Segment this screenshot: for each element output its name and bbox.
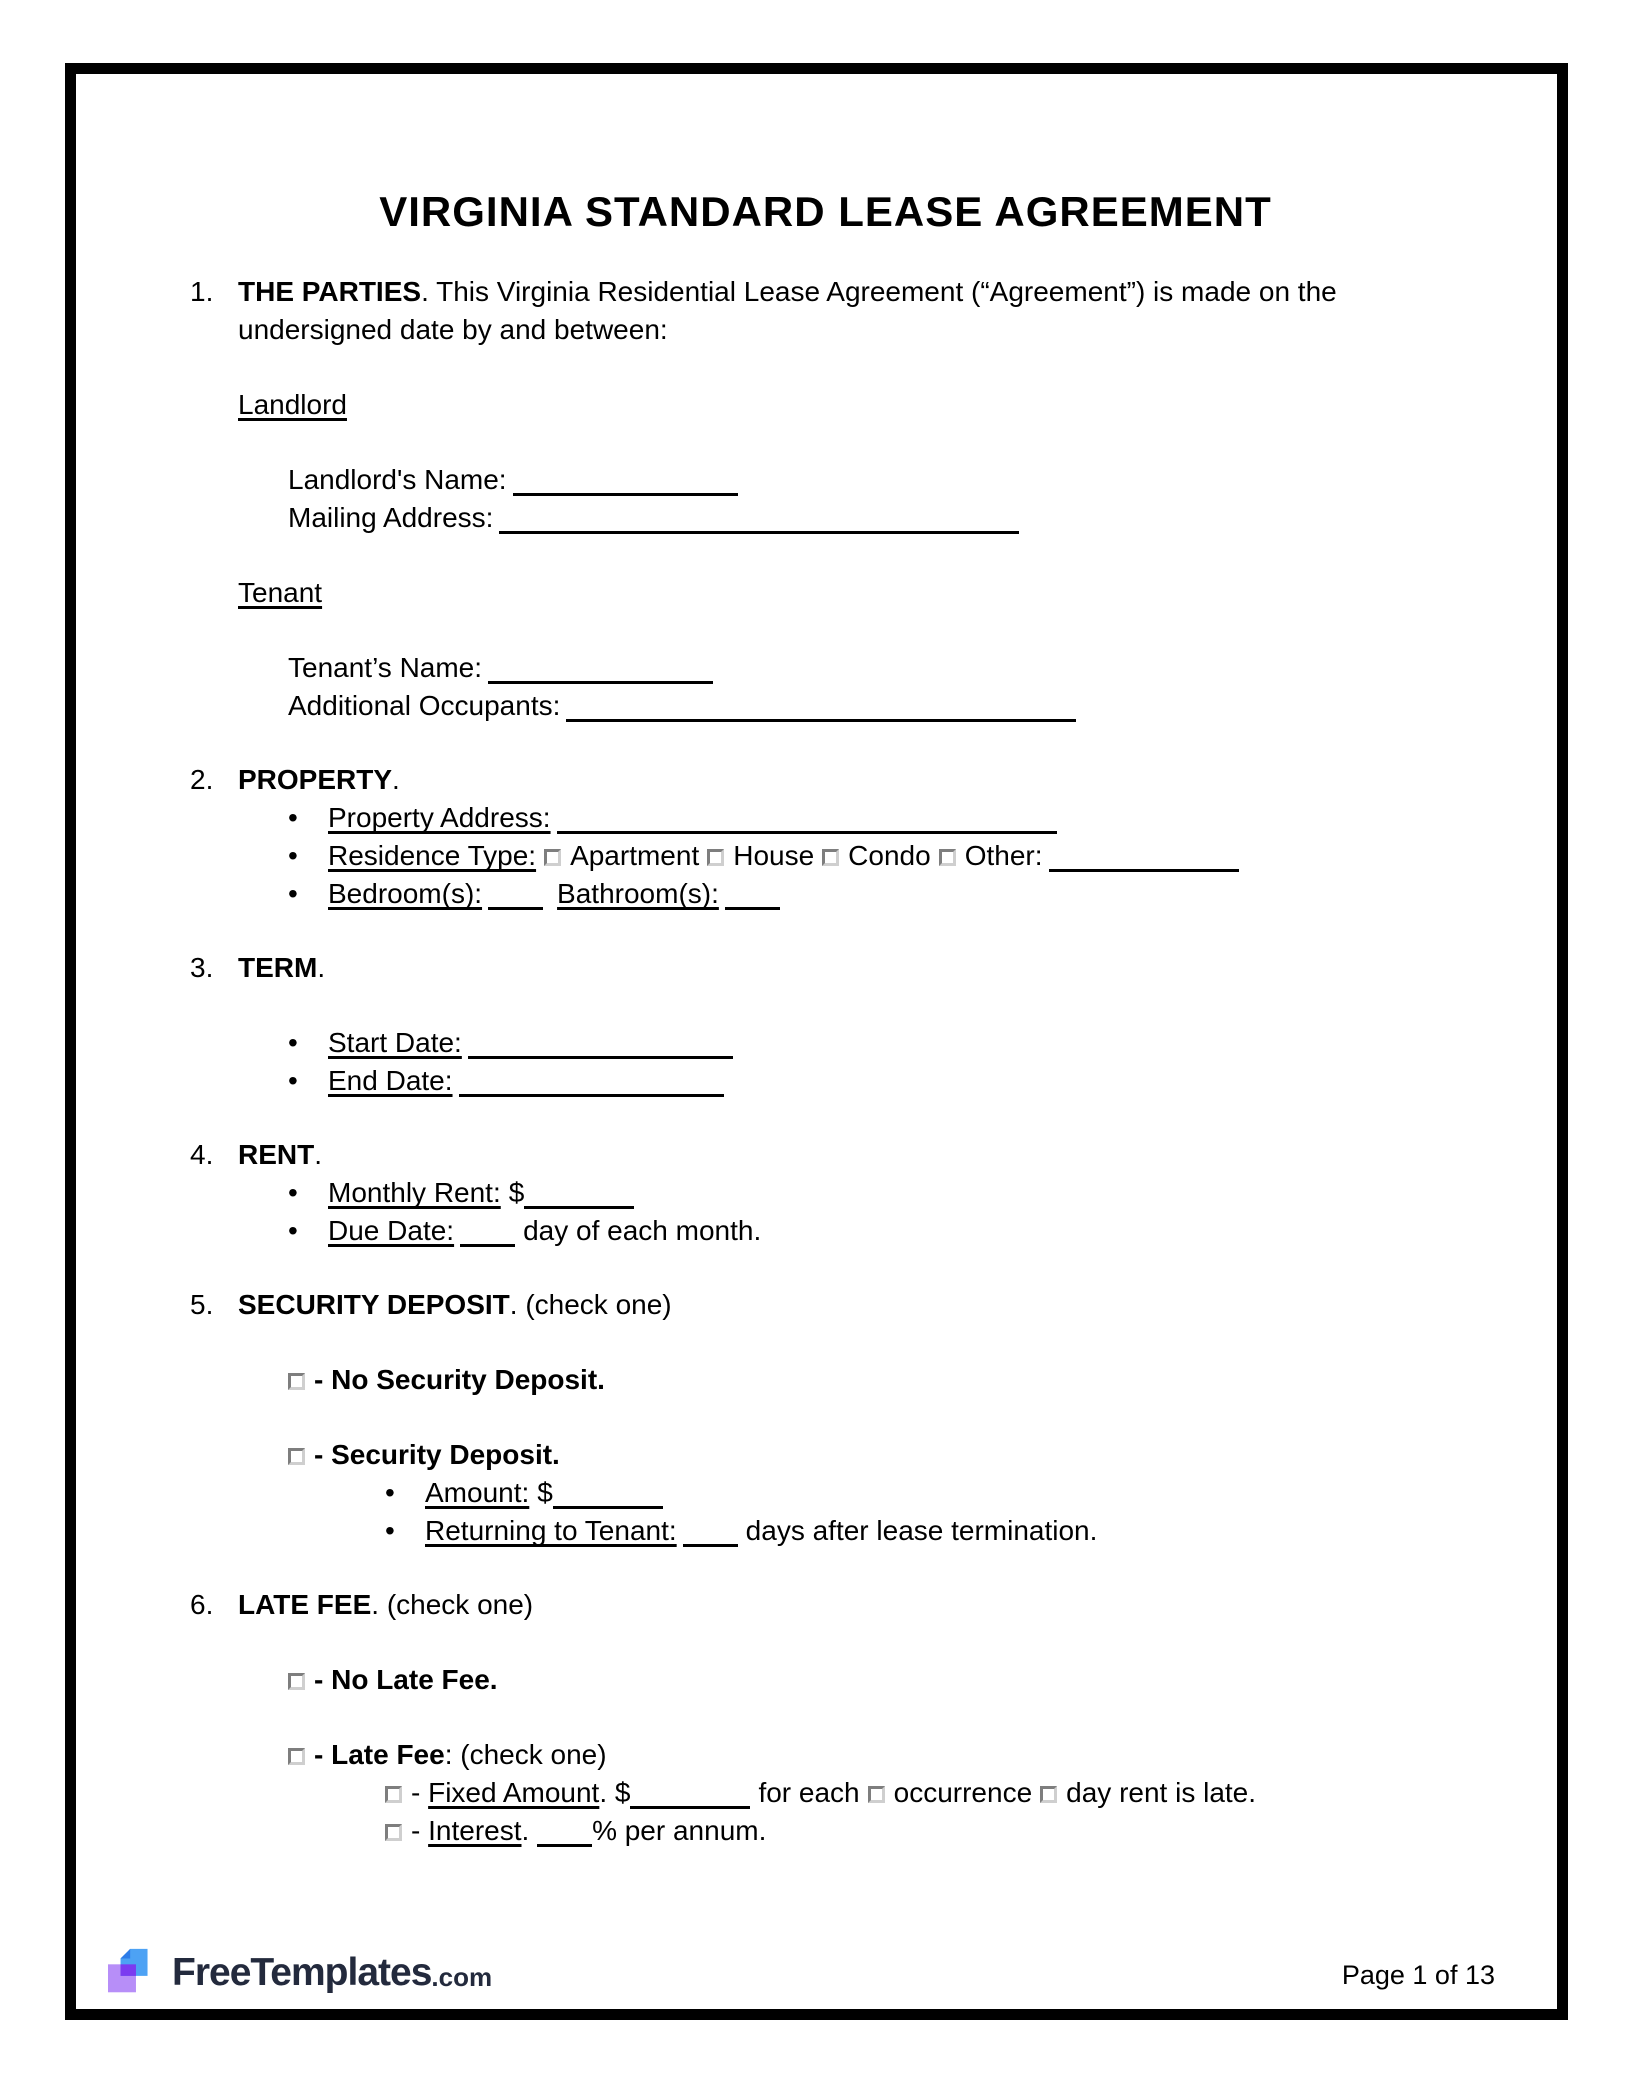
condo-option-label: Condo [848,840,931,871]
section-number: 1. [190,276,214,307]
bullet-marker: • [288,1027,298,1058]
landlord-heading-label: Landlord [238,389,347,420]
property-address-blank[interactable] [557,830,1057,834]
no-security-deposit-checkbox[interactable] [288,1373,305,1390]
section-body-text: . [317,952,326,983]
security-deposit-label: - Security Deposit. [314,1439,560,1470]
tenant-heading-label: Tenant [238,577,323,608]
section-number: 4. [190,1139,214,1170]
fixed-amount-blank[interactable] [630,1805,750,1809]
landlord-heading [238,386,1461,424]
interest-prefix: - [411,1815,429,1846]
section-heading: SECURITY DEPOSIT [238,1289,510,1320]
section-term [190,949,1461,987]
end-date-row [288,1062,1461,1100]
bullet-marker: • [385,1515,395,1546]
end-date-blank[interactable] [459,1093,724,1097]
landlord-name-blank[interactable] [513,492,738,496]
other-checkbox[interactable] [939,849,956,866]
late-fee-checkbox[interactable] [288,1748,305,1765]
fixed-for-each-text: for each [758,1777,860,1808]
section-rent [190,1136,1461,1174]
house-option-label: House [733,840,815,871]
due-date-suffix: day of each month. [523,1215,762,1246]
section-heading: TERM [238,952,318,983]
dollar-sign: $ [508,1177,525,1208]
bathrooms-blank[interactable] [725,906,780,910]
section-body-text: . [392,764,400,795]
fixed-amount-mid: . $ [599,1777,631,1808]
section-parties-text [238,273,1461,349]
tenant-heading [238,574,1461,612]
condo-checkbox[interactable] [822,849,839,866]
late-fee-fixed-row [385,1774,1461,1812]
additional-occupants-blank[interactable] [566,718,1076,722]
late-fee-interest-row [385,1812,1461,1850]
footer-brand [108,1946,492,2000]
apartment-option-label: Apartment [570,840,700,871]
due-date-blank[interactable] [460,1243,515,1247]
interest-mid: . [521,1815,538,1846]
page-border [65,63,1568,2020]
fixed-amount-checkbox[interactable] [385,1786,402,1803]
deposit-return-suffix: days after lease termination. [745,1515,1098,1546]
deposit-return-days-blank[interactable] [683,1543,738,1547]
bullet-marker: • [288,840,298,871]
dollar-sign: $ [537,1477,553,1508]
bedrooms-blank[interactable] [488,906,543,910]
page-content [76,74,1557,2009]
bedrooms-label: Bedroom(s): [328,878,483,909]
no-security-deposit-label: - No Security Deposit. [314,1364,605,1395]
section-property [190,761,1461,799]
end-date-label: End Date: [328,1065,453,1096]
section-number: 5. [190,1289,214,1320]
no-late-fee-label: - No Late Fee. [314,1664,498,1695]
document-title: VIRGINIA STANDARD LEASE AGREEMENT [379,188,1272,235]
section-body-text: . This Virginia Residential Lease Agreement (“Agreement”) is made on the undersigned date by and between: [238,276,1337,345]
deposit-return-row [385,1512,1461,1550]
page-footer [108,1945,1495,2001]
security-deposit-option [288,1436,1461,1474]
deposit-amount-label: Amount: [425,1477,530,1508]
bullet-marker: • [385,1477,395,1508]
start-date-row [288,1024,1461,1062]
section-number: 6. [190,1589,214,1620]
additional-occupants-row [288,687,1461,725]
due-date-label: Due Date: [328,1215,455,1246]
fixed-amount-prefix: - [411,1777,429,1808]
occurrence-label: occurrence [893,1777,1033,1808]
footer-brand-suffix: .com [431,1961,493,1992]
late-fee-check-one: : (check one) [444,1739,607,1770]
start-date-blank[interactable] [468,1055,733,1059]
fixed-amount-label: Fixed Amount [428,1777,600,1808]
section-parties [190,273,1461,349]
section-heading: LATE FEE [238,1589,372,1620]
deposit-amount-blank[interactable] [553,1505,663,1509]
due-date-row [288,1212,1461,1250]
mailing-address-label: Mailing Address: [288,502,494,533]
occurrence-checkbox[interactable] [868,1786,885,1803]
page-number-label: Page 1 of 13 [1341,1959,1495,1990]
tenant-name-blank[interactable] [488,680,713,684]
bullet-marker: • [288,1065,298,1096]
deposit-return-label: Returning to Tenant: [425,1515,677,1546]
section-number: 2. [190,764,214,795]
interest-blank[interactable] [537,1843,592,1847]
interest-suffix: % per annum. [592,1815,767,1846]
late-fee-label: - Late Fee [314,1739,445,1770]
monthly-rent-row [288,1174,1461,1212]
bedrooms-bathrooms-row [288,875,1461,913]
interest-checkbox[interactable] [385,1824,402,1841]
other-residence-blank[interactable] [1049,868,1239,872]
landlord-name-row [288,461,1461,499]
interest-label: Interest [428,1815,522,1846]
section-body-text: . [314,1139,323,1170]
section-body-text: . (check one) [509,1289,672,1320]
security-deposit-checkbox[interactable] [288,1448,305,1465]
bullet-marker: • [288,1215,298,1246]
day-rent-late-label: day rent is late. [1066,1777,1257,1808]
residence-type-row [288,837,1461,875]
additional-occupants-label: Additional Occupants: [288,690,561,721]
section-late-fee [190,1586,1461,1624]
house-checkbox[interactable] [707,849,724,866]
tenant-name-label: Tenant’s Name: [288,652,483,683]
mailing-address-blank[interactable] [499,530,1019,534]
bullet-marker: • [288,1177,298,1208]
bullet-marker: • [288,878,298,909]
section-heading: RENT [238,1139,315,1170]
residence-type-label: Residence Type: [328,840,537,871]
bullet-marker: • [288,802,298,833]
day-checkbox[interactable] [1040,1786,1057,1803]
mailing-address-row [288,499,1461,537]
section-number: 3. [190,952,214,983]
start-date-label: Start Date: [328,1027,462,1058]
tenant-name-row [288,649,1461,687]
other-option-label: Other: [964,840,1043,871]
landlord-name-label: Landlord's Name: [288,464,507,495]
section-heading: PROPERTY [238,764,393,795]
bathrooms-label: Bathroom(s): [557,878,719,909]
late-fee-option [288,1736,1461,1774]
no-security-deposit-option [288,1361,1461,1399]
property-address-label: Property Address: [328,802,551,833]
footer-brand-name: FreeTemplates [172,1951,432,1994]
section-heading: THE PARTIES [238,276,422,307]
monthly-rent-label: Monthly Rent: [328,1177,501,1208]
section-body-text: . (check one) [371,1589,534,1620]
no-late-fee-checkbox[interactable] [288,1673,305,1690]
monthly-rent-blank[interactable] [524,1205,634,1209]
section-security-deposit [190,1286,1461,1324]
no-late-fee-option [288,1661,1461,1699]
apartment-checkbox[interactable] [544,849,561,866]
deposit-amount-row [385,1474,1461,1512]
property-address-row [288,799,1461,837]
freetemplates-logo-icon [108,1946,162,2000]
